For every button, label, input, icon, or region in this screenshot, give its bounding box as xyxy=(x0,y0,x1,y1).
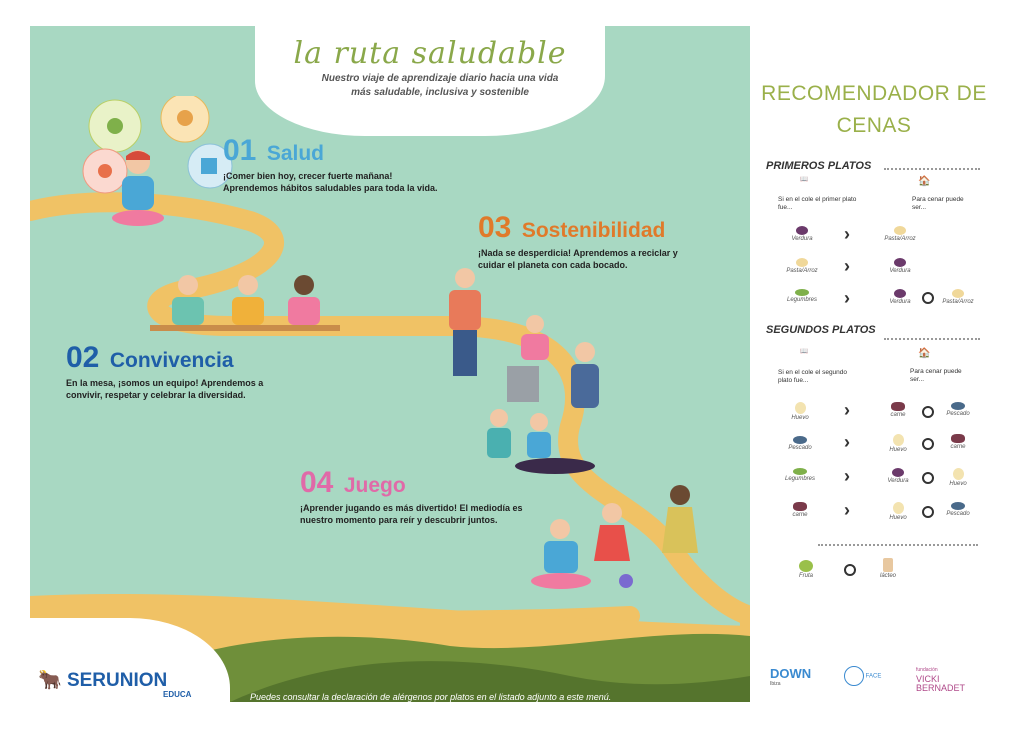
food-pescado xyxy=(770,436,830,451)
chevron-right-icon: › xyxy=(844,288,850,308)
section-salud xyxy=(223,134,438,194)
eggplant-icon xyxy=(894,289,906,298)
food-verdura xyxy=(870,289,930,305)
food-pescado xyxy=(928,402,988,417)
fruit-icon xyxy=(799,560,813,572)
panel-title xyxy=(752,78,996,142)
section-number: 01 xyxy=(223,134,257,167)
chevron-right-icon: › xyxy=(844,400,850,420)
label-line: Para cenar puede xyxy=(910,368,962,375)
buffalo-icon: 🐂 xyxy=(38,670,62,691)
food-label: Huevo xyxy=(889,447,907,453)
section-text-line: ¡Nada se desperdicia! Aprendemos a reciclar y xyxy=(478,248,678,258)
home-icon: 🏠 xyxy=(918,348,931,359)
food-pescado xyxy=(928,502,988,517)
vicki-logo-text: VICKI BERNADET xyxy=(916,674,966,693)
food-label: Verdura xyxy=(791,236,813,242)
chevron-right-icon: › xyxy=(844,466,850,486)
face-logo-text: FACE xyxy=(865,673,882,680)
chevron-right-icon: › xyxy=(844,224,850,244)
food-label: Huevo xyxy=(791,415,809,421)
meat-icon xyxy=(891,402,905,411)
peas-icon xyxy=(795,289,809,296)
section-text-line: cuidar el planeta con cada bocado. xyxy=(478,260,628,270)
egg-icon xyxy=(795,402,806,414)
school-label xyxy=(778,196,856,212)
section-text-line: convivir, respetar y celebrar la diversidad. xyxy=(66,390,246,400)
food-carne xyxy=(770,502,830,518)
label-line: ser... xyxy=(910,376,925,383)
food-label: Pasta/Arroz xyxy=(884,236,916,242)
page-title: la ruta saludable xyxy=(293,36,567,71)
food-verdura xyxy=(870,258,930,274)
subtitle-line-2: más saludable, inclusiva y sostenible xyxy=(351,87,529,98)
food-verdura xyxy=(868,468,928,484)
section-text-line: En la mesa, ¡somos un equipo! Aprendemos a xyxy=(66,378,264,388)
child-reading-illustration xyxy=(108,146,168,231)
chevron-right-icon: › xyxy=(844,500,850,520)
food-pasta-arroz xyxy=(928,289,988,305)
food-label: Pescado xyxy=(946,411,970,417)
food-label: carne xyxy=(890,412,906,418)
home-label xyxy=(912,196,964,212)
food-huevo xyxy=(928,468,988,487)
recycling-children-illustration xyxy=(435,266,635,486)
food-label: Fruta xyxy=(798,573,813,579)
food-huevo xyxy=(868,434,928,453)
food-label: Huevo xyxy=(889,515,907,521)
section-text-line: ¡Comer bien hoy, crecer fuerte mañana! xyxy=(223,171,393,181)
label-line: Si en el cole el segundo xyxy=(778,369,848,376)
food-fruta xyxy=(776,560,836,579)
section-text-line: nuestro momento para reír y descubrir juntos. xyxy=(300,515,498,525)
label-line: Para cenar puede xyxy=(912,196,964,203)
label-line: plato fue... xyxy=(778,377,809,384)
meat-icon xyxy=(793,502,807,511)
food-label: carne xyxy=(792,512,808,518)
allergen-note: Puedes consultar la declaración de alérgenos por platos en el listado adjunto a este menú. xyxy=(250,692,612,702)
section-title: Convivencia xyxy=(109,349,234,372)
pasta-icon xyxy=(894,226,906,235)
food-label: Verdura xyxy=(887,478,909,484)
section-description xyxy=(223,170,438,194)
meat-icon xyxy=(951,434,965,443)
dotted-divider xyxy=(818,544,978,546)
section-number: 04 xyxy=(300,466,334,499)
second-courses-heading: SEGUNDOS PLATOS xyxy=(766,324,876,336)
dinner-recommender-panel xyxy=(752,26,996,702)
serunion-logo xyxy=(38,668,167,692)
food-huevo xyxy=(868,502,928,521)
page-subtitle xyxy=(295,72,585,100)
food-huevo xyxy=(770,402,830,421)
chevron-right-icon: › xyxy=(844,432,850,452)
food-legumbres xyxy=(770,468,830,482)
eggplant-icon xyxy=(894,258,906,267)
label-line: Si en el cole el primer plato xyxy=(778,196,857,203)
egg-icon xyxy=(893,502,904,514)
food-lacteo xyxy=(858,558,918,579)
egg-icon xyxy=(953,468,964,480)
food-label: Pescado xyxy=(788,445,812,451)
food-pasta-arroz xyxy=(870,226,930,242)
playing-children-illustration xyxy=(530,481,730,611)
food-label: Verdura xyxy=(889,268,911,274)
vicki-bernadet-logo xyxy=(916,666,970,693)
down-logo-sub: Ibiza xyxy=(770,681,781,687)
peas-icon xyxy=(793,468,807,475)
dotted-divider xyxy=(884,168,980,170)
first-courses-heading: PRIMEROS PLATOS xyxy=(766,160,872,172)
section-title: Salud xyxy=(266,142,325,165)
section-description xyxy=(300,502,523,526)
face-logo xyxy=(844,666,881,686)
food-label: Pasta/Arroz xyxy=(786,268,818,274)
food-label: Huevo xyxy=(949,481,967,487)
section-title: Sostenibilidad xyxy=(521,219,666,242)
fish-icon xyxy=(951,402,965,410)
eggplant-icon xyxy=(796,226,808,235)
food-legumbres xyxy=(772,289,832,303)
dairy-icon xyxy=(883,558,893,572)
children-at-table-illustration xyxy=(150,271,350,336)
food-carne xyxy=(868,402,928,418)
fish-icon xyxy=(793,436,807,444)
label-line: fue... xyxy=(778,204,793,211)
or-ring-icon xyxy=(844,564,856,576)
subtitle-line-1: Nuestro viaje de aprendizaje diario hacia una vida xyxy=(321,73,559,84)
section-number: 02 xyxy=(66,341,100,374)
section-text-line: Aprendemos hábitos saludables para toda la vida. xyxy=(223,183,438,193)
home-label xyxy=(910,368,962,384)
title-bubble xyxy=(255,26,605,136)
vicki-logo-pre: fundación xyxy=(916,667,938,673)
down-logo-text: DOWN xyxy=(770,666,812,681)
eggplant-icon xyxy=(892,468,904,477)
label-line: ser... xyxy=(912,204,927,211)
section-text-line: ¡Aprender jugando es más divertido! El mediodía es xyxy=(300,503,523,513)
down-logo xyxy=(770,666,811,687)
home-icon: 🏠 xyxy=(918,176,931,187)
pasta-icon xyxy=(796,258,808,267)
section-description xyxy=(66,377,263,401)
brand-sub: EDUCA xyxy=(163,690,192,699)
poster xyxy=(30,26,750,702)
section-sostenibilidad xyxy=(478,211,678,271)
section-title: Juego xyxy=(343,474,406,497)
section-number: 03 xyxy=(478,211,512,244)
section-description xyxy=(478,247,678,271)
food-label: Pasta/Arroz xyxy=(942,299,974,305)
panel-title-line: CENAS xyxy=(836,114,912,137)
food-label: Verdura xyxy=(889,299,911,305)
egg-icon xyxy=(893,434,904,446)
pasta-icon xyxy=(952,289,964,298)
school-label xyxy=(778,369,847,385)
food-label: Pescado xyxy=(946,511,970,517)
food-carne xyxy=(928,434,988,450)
section-juego xyxy=(300,466,523,526)
food-label: Legumbres xyxy=(786,297,818,303)
dotted-divider xyxy=(884,338,980,340)
food-label: lácteo xyxy=(879,573,896,579)
food-label: carne xyxy=(950,444,966,450)
panel-title-line: RECOMENDADOR DE xyxy=(761,82,987,105)
chevron-right-icon: › xyxy=(844,256,850,276)
food-pasta-arroz xyxy=(772,258,832,274)
school-book-icon: 📖 xyxy=(800,176,809,183)
food-verdura xyxy=(772,226,832,242)
food-label: Legumbres xyxy=(784,476,816,482)
school-book-icon: 📖 xyxy=(800,348,809,355)
fish-icon xyxy=(951,502,965,510)
brand-name: SERUNION xyxy=(66,670,168,691)
section-convivencia xyxy=(66,341,263,401)
face-emblem-icon xyxy=(844,666,864,686)
